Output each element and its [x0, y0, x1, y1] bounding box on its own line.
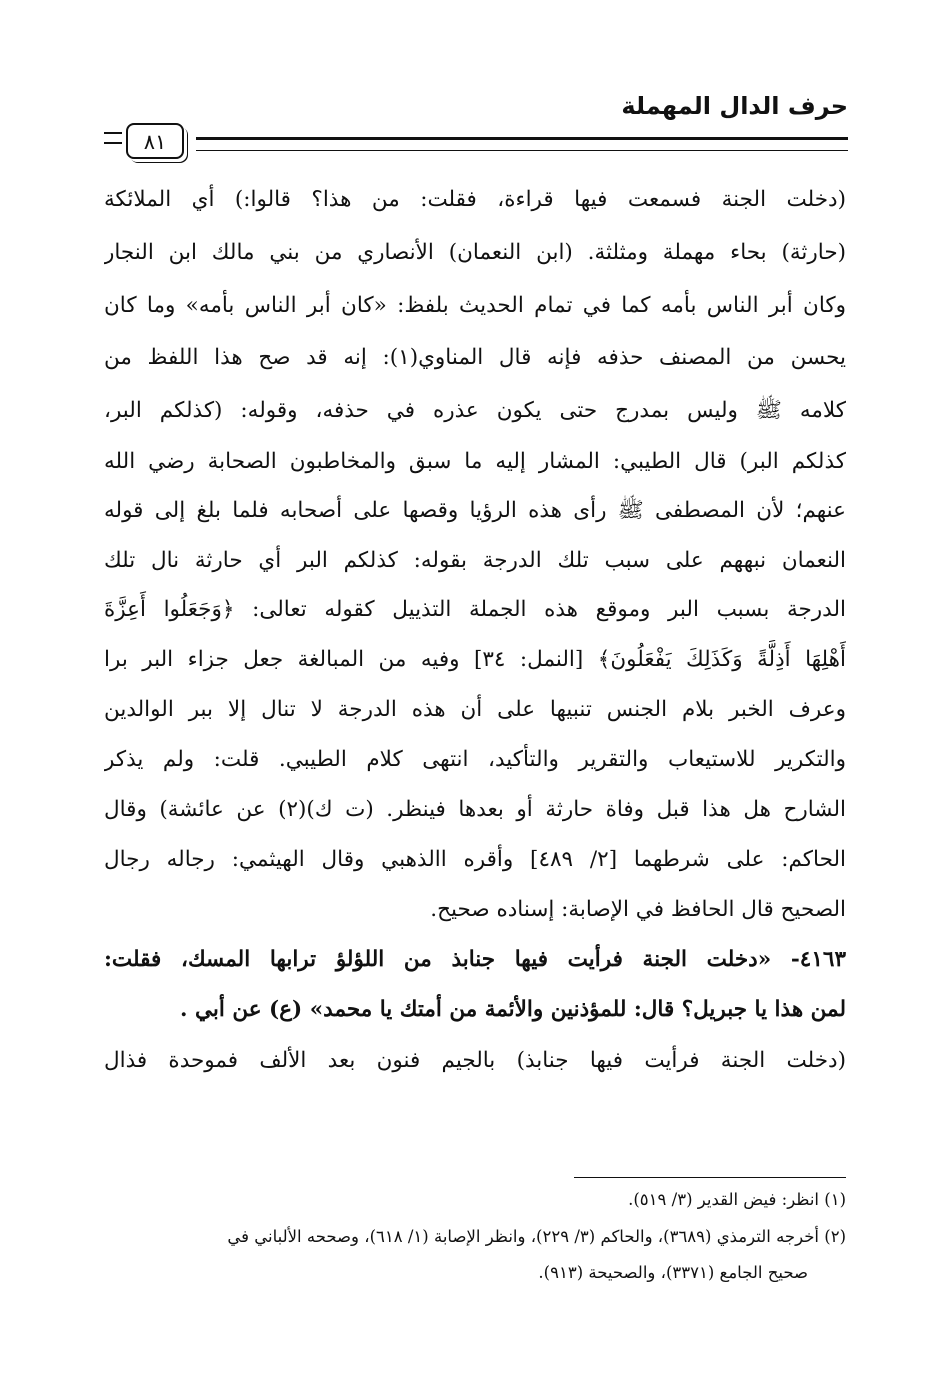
text-line-4: يحسن من المصنف حذفه فإنه قال المناوي(١): إنه قد صح هذا اللفظ من	[104, 345, 846, 370]
page-number-frame	[126, 123, 184, 159]
text-line-12: والتكرير للاستيعاب والتقرير والتأكيد، انتهى كلام الطيبي. قلت: ولم يذكر	[104, 747, 846, 772]
footnote-2: (٢) أخرجه الترمذي (٣٦٨٩)، والحاكم (٣/ ٢٢٩)، وانظر الإصابة (١/ ٦١٨)، وصححه الألباني في	[227, 1227, 846, 1246]
footnote-1: (١) انظر: فيض القدير (٣/ ٥١٩).	[628, 1190, 846, 1209]
text-line-7: عنهم؛ لأن المصطفى ﷺ رأى هذه الرؤيا وقصها على أصحابه فلما بلغ إلى قوله	[104, 498, 846, 523]
page-number-ornament	[104, 132, 122, 144]
text-line-18: (دخلت الجنة فرأيت فيها جنابذ) بالجيم فنون بعد الألف فموحدة فذال	[104, 1048, 846, 1073]
text-line-14: الحاكم: على شرطهما [٢/ ٤٨٩] وأقره االذهبي وقال الهيثمي: رجاله رجال	[104, 847, 846, 872]
hadith-line-1: ٤١٦٣- «دخلت الجنة فرأيت فيها جنابذ من اللؤلؤ ترابها المسك، فقلت:	[104, 947, 846, 972]
text-line-1: (دخلت الجنة فسمعت فيها قراءة، فقلت: من هذا؟ قالوا:) أي الملائكة	[104, 187, 846, 212]
text-line-15: الصحيح قال الحافظ في الإصابة: إسناده صحيح.	[430, 897, 846, 922]
footnote-separator	[574, 1177, 846, 1178]
text-line-11: وعرف الخبر بلام الجنس تنبيها على أن هذه الدرجة لا تنال إلا ببر الوالدين	[104, 697, 846, 722]
header-double-rule	[196, 137, 848, 151]
text-line-13: الشارح هل هذا قبل وفاة حارثة أو بعدها فينظر. (ت ك)(٢) عن عائشة) وقال	[104, 797, 846, 822]
hadith-line-2: لمن هذا يا جبريل؟ قال: للمؤذنين والأئمة من أمتك يا محمد» (ع) عن أبي .	[180, 997, 846, 1022]
text-line-9: الدرجة بسبب البر وموقع هذه الجملة التذييل كقوله تعالى: ﴿وَجَعَلُوا أَعِزَّةَ	[104, 597, 846, 622]
text-line-5: كلامه ﷺ وليس بمدرج حتى يكون عذره في حذفه، وقوله: (كذلكم البر،	[104, 398, 846, 423]
running-title: حرف الدال المهملة	[621, 92, 848, 120]
text-line-8: النعمان نبههم على سبب تلك الدرجة بقوله: كذلكم البر أي حارثة نال تلك	[104, 548, 846, 573]
text-line-3: وكان أبر الناس بأمه كما في تمام الحديث بلفظ: «كان أبر الناس بأمه» وما كان	[104, 293, 846, 318]
text-line-6: كذلكم البر) قال الطيبي: المشار إليه ما سبق والمخاطبون الصحابة رضي الله	[104, 449, 846, 474]
footnote-2-continued: صحيح الجامع (٣٣٧١)، والصحيحة (٩١٣).	[538, 1263, 808, 1282]
text-line-10: أَهْلِهَا أَذِلَّةً وَكَذَلِكَ يَفْعَلُونَ﴾ [النمل: ٣٤] وفيه من المبالغة جعل جزاء البر برا	[104, 647, 846, 672]
page-number: ٨١	[143, 130, 167, 154]
text-line-2: (حارثة) بحاء مهملة ومثلثة. (ابن النعمان) الأنصاري من بني مالك ابن النجار	[104, 240, 846, 265]
